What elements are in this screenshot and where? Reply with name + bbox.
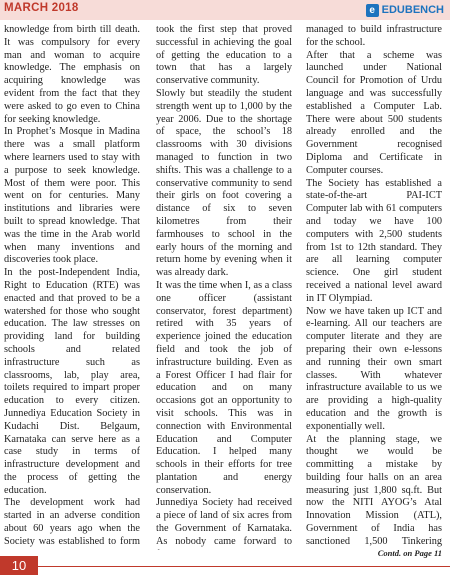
footer-divider: [38, 566, 450, 567]
paragraph: At the planning stage, we thought we would be committing a mistake by building four halls on an area measuring just 1,800 sq.ft. But now the NITI AYOG’s Atal Innovation Mission (ATL), Government of India has sanctioned 1,500 Tinkering: [306, 433, 442, 547]
paragraph: The development work had started in an adverse condition about 60 years ago when the Society was established to form: [4, 497, 140, 547]
edubench-logo-icon: e: [366, 4, 379, 17]
paragraph: The Society has established a state-of-the-art PAI-ICT Computer lab with 61 computers and today we have 100 computers with 2,500 students from 1st to 12th standard. They are all learning computer science. One girl student received a national level award in IT Olympiad.: [306, 177, 442, 304]
edubench-logo: [366, 3, 444, 17]
paragraph: Junnediya Society had received a piece of land of six acres from the Government of Karnataka. As nobody came forward to: [156, 497, 292, 547]
column-1: [4, 24, 140, 550]
page-number: 10: [0, 556, 38, 575]
paragraph: In Prophet’s Mosque in Madina there was a small platform where learners used to stay with a purpose to seek knowledge. Most of them were poor. This went on for centuries. Many institutions and libraries were built to spread knowledge. That was the time in the Arab world when many inventions and discoveries took place.: [4, 126, 140, 266]
paragraph: Slowly but steadily the student strength went up to 1,000 by the year 2006. Due to the shortage of space, the school’s 18 classrooms with 30 divisions managed to function in two shifts. This was a challenge to a conservative community to send their girls on foot covering a distance of six to seven kilometres from their farmhouses to school in the early hours of the morning and return home by evening when it was already dark.: [156, 87, 292, 279]
paragraph: knowledge from birth till death. It was compulsory for every man and woman to acquire knowledge. The emphasis on acquiring knowledge was evident from the fact that they were asked to go even to China for seeking knowledge.: [4, 24, 140, 125]
paragraph: took the first step that proved successful in achieving the goal of getting the education to a town that has a largely conservative community.: [156, 24, 292, 87]
paragraph: Now we have taken up ICT and e-learning. All our teachers are computer literate and they are preparing their own e-lessons and running their own smart classes. With whatever infrastructure available to us we are providing a high-quality education and the growth is exponentially well.: [306, 305, 442, 432]
issue-date: MARCH 2018: [4, 2, 79, 14]
column-2: [156, 24, 292, 550]
continued-link[interactable]: Contd. on Page 11: [377, 548, 442, 558]
page-header: [0, 0, 450, 20]
paragraph: After that a scheme was launched under National Council for Promotion of Urdu language and was successfully established a Computer Lab. There were about 500 students already enrolled and the Government recognised Diploma and Certificate in Computer courses.: [306, 49, 442, 176]
paragraph: managed to build infrastructure for the school.: [306, 24, 442, 48]
paragraph: In the post-Independent India, Right to Education (RTE) was enacted and that proved to be a watershed for those who sought education. The law stresses on providing land for building schools and related infrastructure such as classrooms, lab, play area, toilets required to impart proper education to every citizen. Junnediya Education Society in Kudachi Dist. Belgaum, Karnataka can serve here as a case study in terms of infrastructure development and the process of getting the education.: [4, 267, 140, 496]
article-body: [0, 24, 450, 550]
column-3: [306, 24, 442, 550]
paragraph: It was the time when I, as a class one officer (assistant conservator, forest department) retired with 35 years of experience joined the education field and took the job of infrastructure building. Even as a Forest Officer I had flair for education and on many occasions got an opportunity to visit schools. This was in connection with Environmental Education and Computer Education. I helped many schools in their efforts for tree plantation and energy conservation.: [156, 279, 292, 496]
logo-text: EDUBENCH: [381, 4, 444, 16]
